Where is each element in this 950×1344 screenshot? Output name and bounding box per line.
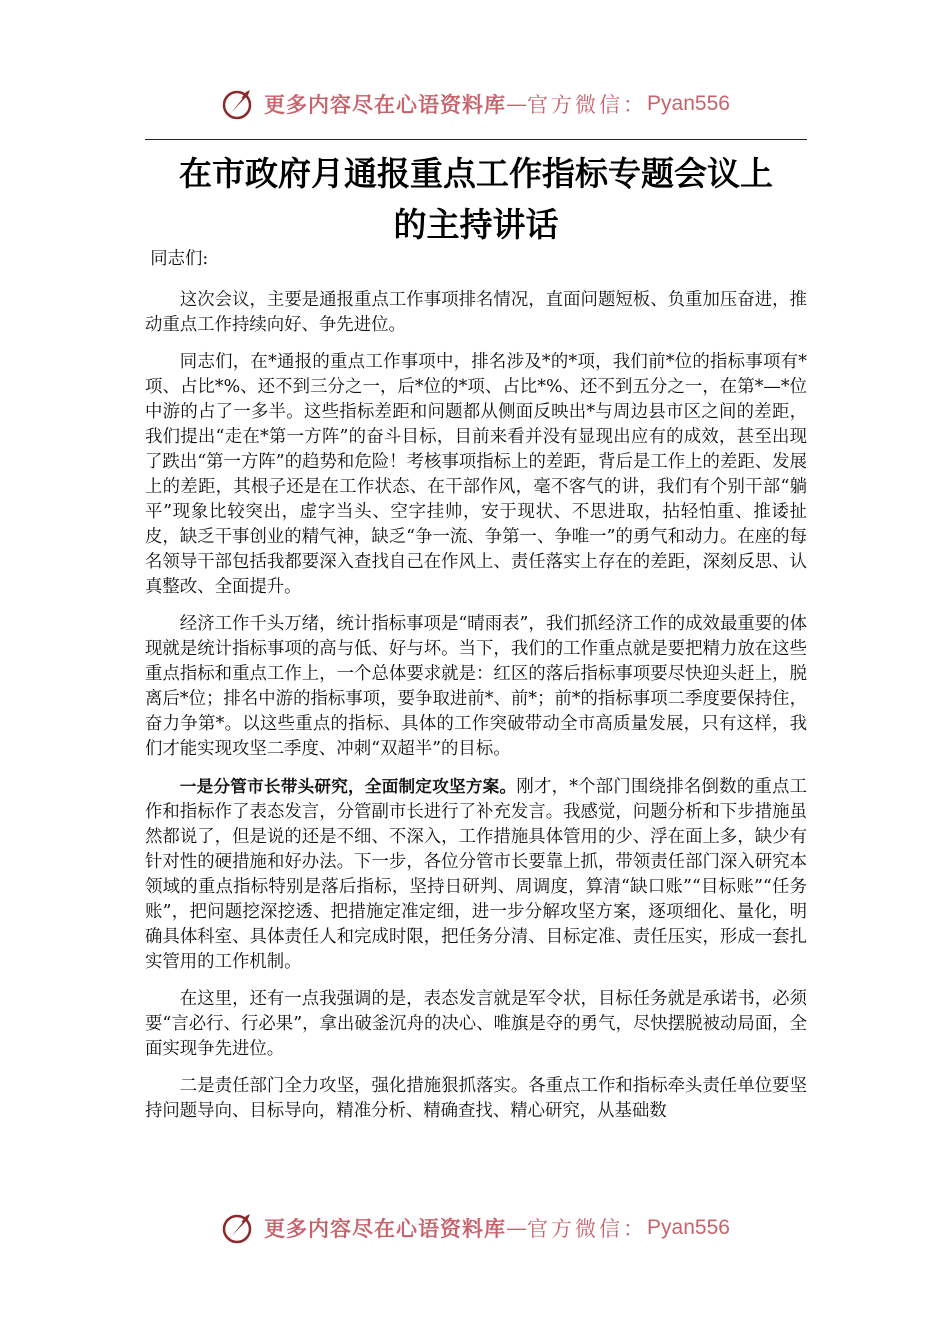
quill-logo-icon xyxy=(220,1210,256,1246)
point-1-body: 刚才，*个部门围绕排名倒数的重点工作和指标作了表态发言，分管副市长进行了补充发言。我感觉，问题分析和下步措施虽然都说了，但是说的还是不细、不深入，工作措施具体管用的少、浮在面上多，缺少有针对性的硬措施和好办法。下一步，各位分管市长要靠上抓，带领责任部门深入研究本领域的重点指标特别是落后指标，坚持日研判、周调度，算清“缺口账”“目标账”“任务账”，把问题挖深挖透、把措施定准定细，进一步分解攻坚方案，逐项细化、量化，明确具体科室、具体责任人和完成时限，把任务分清、目标定准、责任压实，形成一套扎实管用的工作机制。 xyxy=(145,777,807,972)
document-title xyxy=(120,148,832,250)
footer-banner xyxy=(0,1208,950,1248)
banner-wechat-label: 官方微信： xyxy=(527,93,648,117)
salutation: 同志们: xyxy=(150,249,209,269)
banner-wechat-id: Pyan556 xyxy=(647,1216,730,1239)
paragraph: 同志们，在*通报的重点工作事项中，排名涉及*的*项，我们前*位的指标事项有*项、占比*%、还不到三分之一，后*位的*项、占比*%、还不到五分之一，在第*—*位中游的占了一多半。这些指标差距和问题都从侧面反映出*与周边县市区之间的差距，我们提出“走在*第一方阵”的奋斗目标，目前来看并没有显现出应有的成效，甚至出现了跌出“第一方阵”的趋势和危险！考核事项指标上的差距，背后是工作上的差距、发展上的差距，其根子还是在工作状态、在干部作风，毫不客气的讲，我们有个别干部“躺平”现象比较突出，虚字当头、空字挂帅，安于现状、不思进取，拈轻怕重、推诿扯皮，缺乏干事创业的精气神，缺乏“争一流、争第一、争唯一”的勇气和动力。在座的每名领导干部包括我都要深入查找自己在作风上、责任落实上存在的差距，深刻反思、认真整改、全面提升。 xyxy=(145,352,807,597)
header-banner xyxy=(0,84,950,124)
point-1-heading: 一是分管市长带头研究，全面制定攻坚方案。 xyxy=(179,777,517,796)
point-1-paragraph xyxy=(145,774,807,975)
paragraph: 在这里，还有一点我强调的是，表态发言就是军令状，目标任务就是承诺书，必须要“言必行、行必果”，拿出破釜沉舟的决心、唯旗是夺的勇气，尽快摆脱被动局面，全面实现争先进位。 xyxy=(145,989,807,1059)
title-line-1: 在市政府月通报重点工作指标专题会议上 xyxy=(179,154,773,193)
title-line-2: 的主持讲话 xyxy=(393,205,559,244)
banner-wechat-id: Pyan556 xyxy=(647,92,730,115)
banner-separator: — xyxy=(506,1216,528,1240)
paragraph: 这次会议，主要是通报重点工作事项排名情况，直面问题短板、负重加压奋进，推动重点工作持续向好、争先进位。 xyxy=(145,290,807,335)
banner-text: 更多内容尽在心语资料库 xyxy=(264,92,507,117)
quill-logo-icon xyxy=(220,86,256,122)
banner-text: 更多内容尽在心语资料库 xyxy=(264,1216,507,1241)
point-2-paragraph: 二是责任部门全力攻坚，强化措施狠抓落实。各重点工作和指标牵头责任单位要坚持问题导向、目标导向，精准分析、精确查找、精心研究，从基础数 xyxy=(145,1076,807,1121)
banner-separator: — xyxy=(506,92,528,116)
header-rule xyxy=(145,139,807,140)
document-body xyxy=(145,247,807,1136)
banner-wechat-label: 官方微信： xyxy=(527,1217,648,1241)
paragraph: 经济工作千头万绪，统计指标事项是“晴雨表”，我们抓经济工作的成效最重要的体现就是统计指标事项的高与低、好与坏。当下，我们的工作重点就是要把精力放在这些重点指标和重点工作上，一个总体要求就是：红区的落后指标事项要尽快迎头赶上，脱离后*位；排名中游的指标事项，要争取进前*、前*；前*的指标事项二季度要保持住，奋力争第*。以这些重点的指标、具体的工作突破带动全市高质量发展，只有这样，我们才能实现攻坚二季度、冲刺“双超半”的目标。 xyxy=(145,614,807,759)
